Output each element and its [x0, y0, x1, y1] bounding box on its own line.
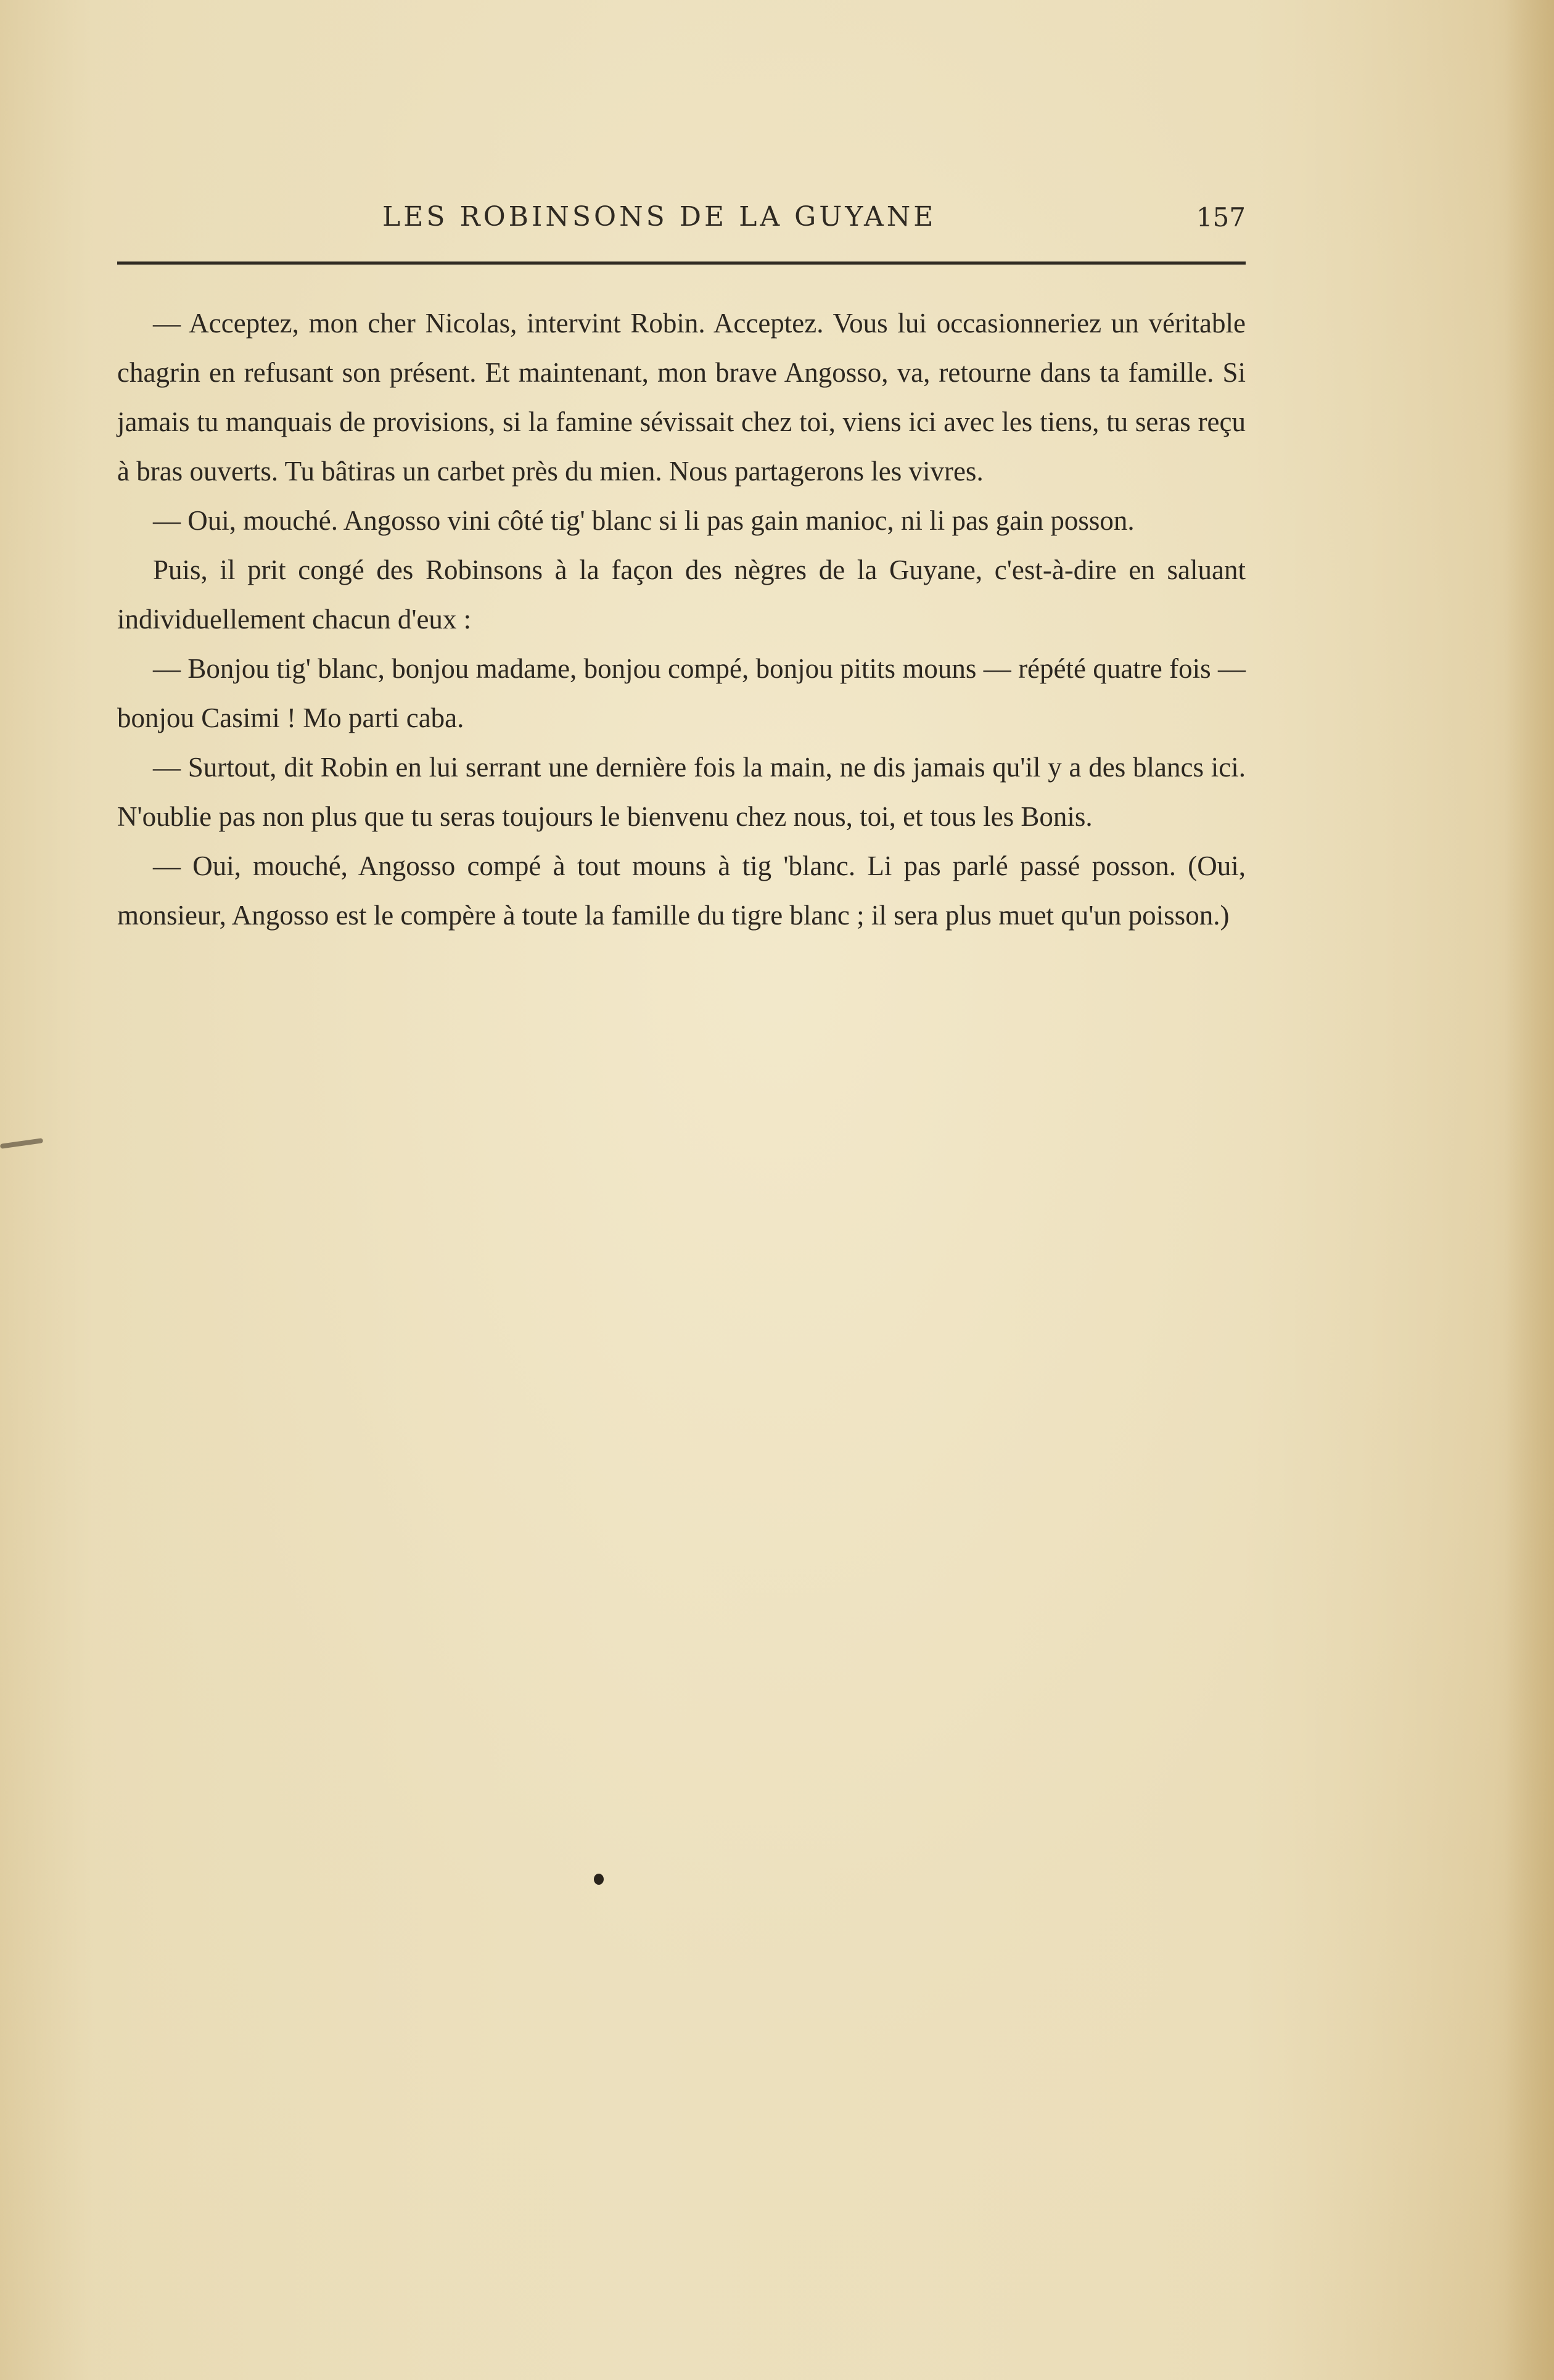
paragraph: — Oui, mouché, Angosso compé à tout mouns à tig 'blanc. Li pas parlé passé posson. (Oui, monsieur, Angosso est le compère à toute la famille du tigre blanc ; il sera plus muet qu'un poisson.): [117, 850, 1246, 931]
paragraph: — Acceptez, mon cher Nicolas, intervint Robin. Acceptez. Vous lui occasionneriez un véritable chagrin en refusant son présent. Et maintenant, mon brave Angosso, va, retourne dans ta famille. Si jamais tu manquais de provisions, si la famine sévissait chez toi, viens ici avec les tiens, tu seras reçu à bras ouverts. Tu bâtiras un carbet près du mien. Nous partagerons les vivres.: [117, 308, 1246, 487]
running-title: LES ROBINSONS DE LA GUYANE: [382, 201, 937, 233]
page-edge-shadow: [1505, 0, 1554, 2380]
paragraph: — Bonjou tig' blanc, bonjou madame, bonjou compé, bonjou pitits mouns — répété quatre fois — bonjou Casimi ! Mo parti caba.: [117, 653, 1246, 733]
paragraph: — Surtout, dit Robin en lui serrant une dernière fois la main, ne dis jamais qu'il y a des blancs ici. N'oublie pas non plus que tu seras toujours le bienvenu chez nous, toi, et tous les Bonis.: [117, 752, 1246, 832]
paragraph: — Oui, mouché. Angosso vini côté tig' blanc si li pas gain manioc, ni li pas gain posson.: [153, 505, 1135, 536]
ink-smudge: [0, 1138, 43, 1149]
ink-speck: [594, 1874, 604, 1885]
body-text: [117, 299, 1246, 940]
page-header: [117, 196, 1246, 245]
header-rule: [117, 261, 1246, 265]
paragraph: Puis, il prit congé des Robinsons à la façon des nègres de la Guyane, c'est-à-dire en saluant individuellement chacun d'eux :: [117, 554, 1246, 635]
page-number: 157: [1196, 202, 1246, 233]
